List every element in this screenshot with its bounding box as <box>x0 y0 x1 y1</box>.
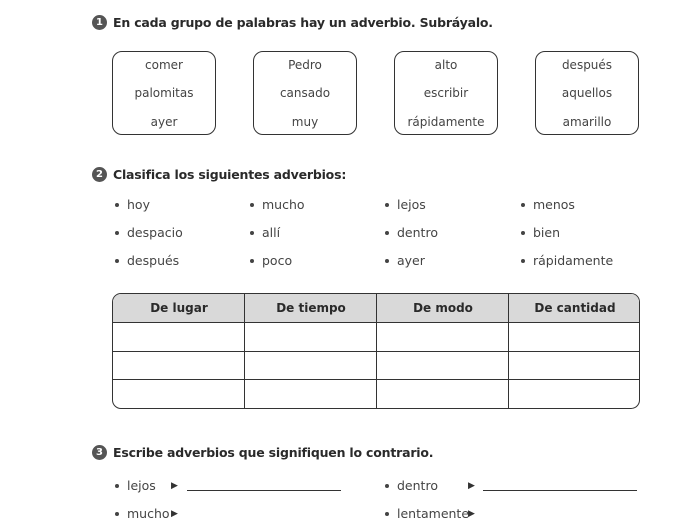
bullet-icon <box>115 203 119 207</box>
bullet-icon <box>250 231 254 235</box>
bullet-icon <box>521 259 525 263</box>
table-cell[interactable] <box>113 323 244 351</box>
bullet-icon <box>385 231 389 235</box>
opposite-word: lejos <box>127 478 156 493</box>
adverb-word: bien <box>533 225 561 240</box>
header-de-lugar: De lugar <box>150 301 208 315</box>
classification-table <box>112 293 640 409</box>
word[interactable]: rápidamente <box>407 115 485 129</box>
table-cell[interactable] <box>377 323 508 351</box>
adverb-list-item <box>385 197 426 212</box>
table-cell[interactable] <box>113 380 244 408</box>
bullet-icon <box>385 484 389 488</box>
word[interactable]: aquellos <box>561 86 613 100</box>
arrow-right-icon: ▶ <box>171 509 178 519</box>
adverb-list-item <box>250 197 305 212</box>
bullet-icon <box>521 231 525 235</box>
adverb-word: rápidamente <box>533 253 614 268</box>
bullet-icon <box>115 484 119 488</box>
arrow-right-icon: ▶ <box>171 481 178 491</box>
word[interactable]: muy <box>291 115 319 129</box>
table-cell[interactable] <box>509 380 640 408</box>
section-1-number: 1 <box>92 15 107 30</box>
section-1-title: En cada grupo de palabras hay un adverbio. Subráyalo. <box>113 15 493 30</box>
opposite-item-mucho <box>115 506 170 521</box>
table-cell[interactable] <box>245 352 376 379</box>
answer-line-dentro[interactable] <box>483 490 637 491</box>
adverb-list-item <box>385 253 425 268</box>
bullet-icon <box>250 259 254 263</box>
arrow-right-icon: ▶ <box>468 509 475 519</box>
adverb-list-item <box>521 225 560 240</box>
adverb-word: después <box>127 253 180 268</box>
adverb-word: despacio <box>127 225 183 240</box>
adverb-list-item <box>250 253 292 268</box>
bullet-icon <box>250 203 254 207</box>
opposite-word: lentamente <box>397 506 470 521</box>
adverb-list-item <box>521 253 613 268</box>
adverb-list-item <box>115 225 183 240</box>
opposite-item-dentro <box>385 478 438 493</box>
adverb-word: menos <box>533 197 575 212</box>
word-group-3 <box>394 51 498 135</box>
bullet-icon <box>385 259 389 263</box>
bullet-icon <box>385 512 389 516</box>
adverb-list-item <box>521 197 575 212</box>
table-cell[interactable] <box>113 352 244 379</box>
bullet-icon <box>115 231 119 235</box>
adverb-list-item <box>115 197 150 212</box>
bullet-icon <box>115 512 119 516</box>
adverb-word: allí <box>262 225 281 240</box>
answer-line-lejos[interactable] <box>187 490 341 491</box>
bullet-icon <box>115 259 119 263</box>
adverb-word: ayer <box>397 253 425 268</box>
table-cell[interactable] <box>245 323 376 351</box>
word[interactable]: alto <box>434 58 458 72</box>
word[interactable]: cansado <box>279 86 331 100</box>
section-2-number: 2 <box>92 167 107 182</box>
word[interactable]: palomitas <box>134 86 194 100</box>
header-de-modo: De modo <box>413 301 473 315</box>
header-de-tiempo: De tiempo <box>276 301 346 315</box>
section-3-number: 3 <box>92 445 107 460</box>
word[interactable]: escribir <box>423 86 469 100</box>
table-cell[interactable] <box>509 323 640 351</box>
opposite-item-lentamente <box>385 506 469 521</box>
section-3-title: Escribe adverbios que signifiquen lo contrario. <box>113 445 434 460</box>
bullet-icon <box>521 203 525 207</box>
adverb-list-item <box>115 253 179 268</box>
adverb-list-item <box>385 225 438 240</box>
opposite-item-lejos <box>115 478 156 493</box>
word[interactable]: Pedro <box>288 58 322 72</box>
adverb-word: dentro <box>397 225 438 240</box>
word-group-1 <box>112 51 216 135</box>
adverb-word: hoy <box>127 197 150 212</box>
table-cell[interactable] <box>245 380 376 408</box>
adverb-word: poco <box>262 253 293 268</box>
word[interactable]: comer <box>145 58 183 72</box>
word-group-2 <box>253 51 357 135</box>
adverb-word: mucho <box>262 197 305 212</box>
word[interactable]: después <box>561 58 613 72</box>
word-group-4 <box>535 51 639 135</box>
word[interactable]: amarillo <box>562 115 612 129</box>
section-2-title: Clasifica los siguientes adverbios: <box>113 167 347 182</box>
table-cell[interactable] <box>377 380 508 408</box>
table-cell[interactable] <box>377 352 508 379</box>
bullet-icon <box>385 203 389 207</box>
adverb-word: lejos <box>397 197 426 212</box>
header-de-cantidad: De cantidad <box>534 301 616 315</box>
opposite-word: mucho <box>127 506 170 521</box>
adverb-list-item <box>250 225 280 240</box>
word[interactable]: ayer <box>150 115 178 129</box>
arrow-right-icon: ▶ <box>468 481 475 491</box>
opposite-word: dentro <box>397 478 438 493</box>
table-cell[interactable] <box>509 352 640 379</box>
